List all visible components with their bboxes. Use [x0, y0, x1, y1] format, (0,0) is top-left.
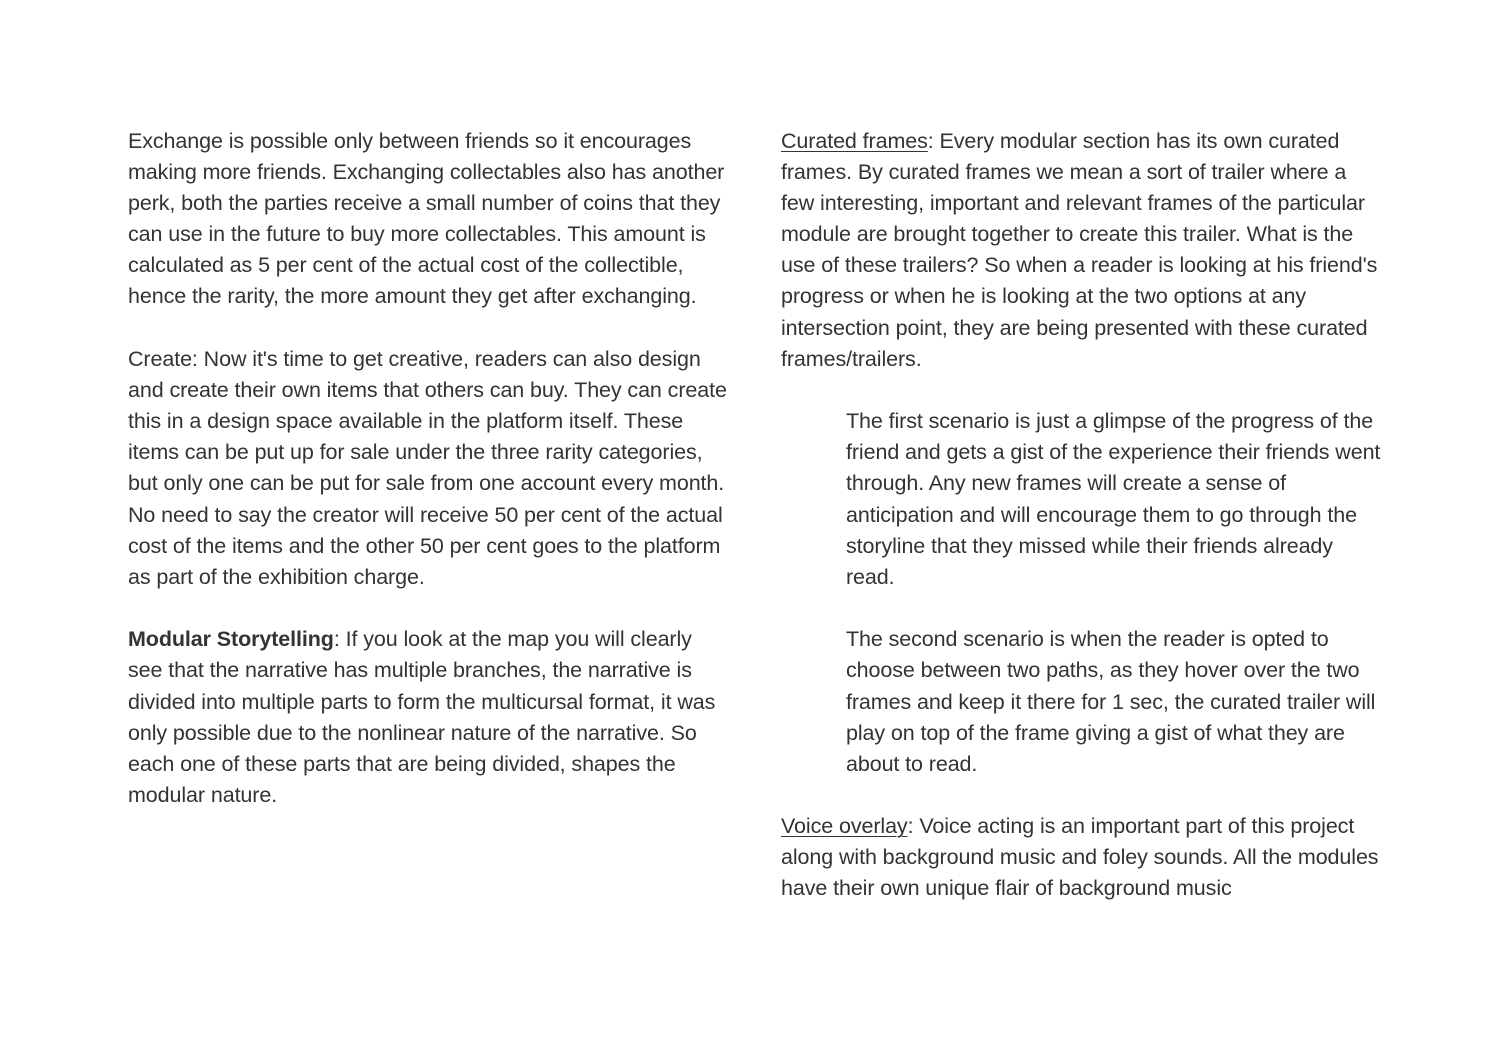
voice-overlay-heading: Voice overlay — [781, 814, 908, 839]
modular-storytelling-heading: Modular Storytelling — [128, 627, 334, 652]
voice-overlay-paragraph — [781, 811, 1381, 904]
first-scenario-paragraph: The first scenario is just a glimpse of the progress of the friend and gets a gist of the experience their friends went through. Any new frames will create a sense of anticipation and will encourage them to go through the storyline that they missed while their friends already read. — [846, 409, 1381, 589]
exchange-paragraph: Exchange is possible only between friends so it encourages making more friends. Exchanging collectables also has another perk, both the parties receive a small number of coins that they can use in the future to buy more collectables. This amount is calculated as 5 per cent of the actual cost of the collectible, hence the rarity, the more amount they get after exchanging. — [128, 129, 725, 309]
modular-storytelling-paragraph — [128, 624, 728, 811]
curated-frames-body: : Every modular section has its own curated frames. By curated frames we mean a sort of trailer where a few interesting, important and relevant frames of the particular module are brought together to create this trailer. What is the use of these trailers? So when a reader is looking at his friend's progress or when he is looking at the two options at any intersection point, they are being presented with these curated frames/trailers. — [781, 129, 1378, 371]
voice-overlay-body: : Voice acting is an important part of this project along with background music and foley sounds. All the modules have their own unique flair of background music — [781, 814, 1379, 901]
second-scenario-paragraph: The second scenario is when the reader is opted to choose between two paths, as they hover over the two frames and keep it there for 1 sec, the curated trailer will play on top of the frame giving a gist of what they are about to read. — [846, 627, 1376, 776]
right-column — [781, 126, 1381, 936]
left-column — [128, 126, 728, 842]
curated-frames-paragraph — [781, 126, 1381, 375]
create-paragraph: Create: Now it's time to get creative, readers can also design and create their own items that others can buy. They can create this in a design space available in the platform itself. These items can be put up for sale under the three rarity categories, but only one can be put for sale from one account every month. No need to say the creator will receive 50 per cent of the actual cost of the items and the other 50 per cent goes to the platform as part of the exhibition charge. — [128, 347, 727, 589]
modular-storytelling-body: : If you look at the map you will clearly see that the narrative has multiple branches, the narrative is divided into multiple parts to form the multicursal format, it was only possible due to the nonlinear nature of the narrative. So each one of these parts that are being divided, shapes the modular nature. — [128, 627, 716, 807]
curated-frames-heading: Curated frames — [781, 129, 928, 153]
